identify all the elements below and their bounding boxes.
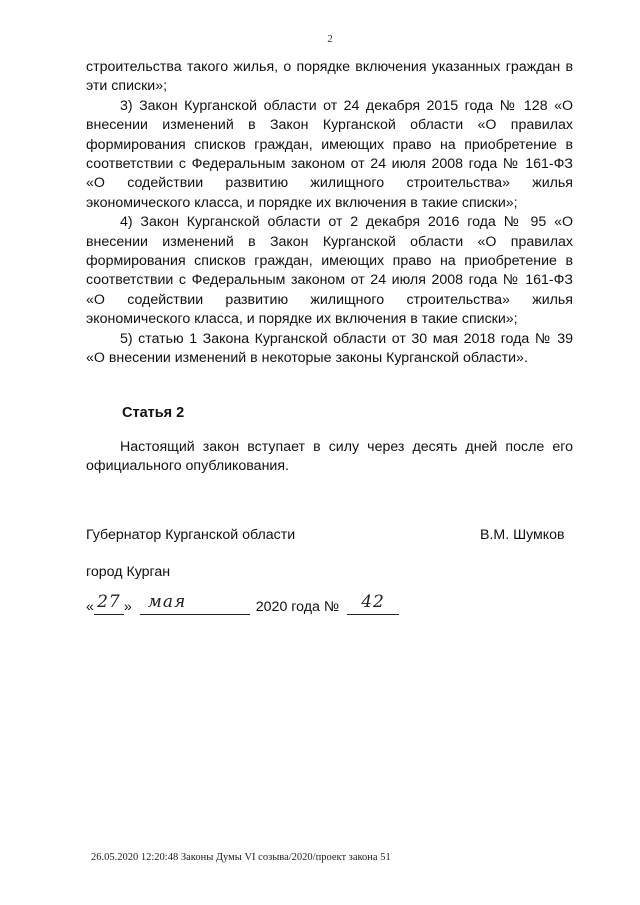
- footer-path: 26.05.2020 12:20:48 Законы Думы VI созыва/2020/проект закона 51: [91, 852, 391, 863]
- list-item-3: 3) Закон Курганской области от 24 декабря 2015 года № 128 «О внесении изменений в Закон Курганской области «О правилах формирования списков граждан, имеющих право на приобретение в соответствии с Федеральным законом от 24 июля 2008 года № 161-ФЗ «О содействии развитию жилищного строительства» жилья экономического класса, и порядке их включения в такие списки»;: [86, 97, 573, 211]
- list-item-5: 5) статью 1 Закона Курганской области от 30 мая 2018 года № 39 «О внесении изменений в некоторые законы Курганской области».: [86, 330, 573, 367]
- date-open-quote: «: [86, 599, 94, 615]
- date-month-field: [140, 594, 250, 615]
- article-text: Настоящий закон вступает в силу через десять дней после его официального опубликования.: [86, 439, 573, 475]
- date-day-field: [94, 594, 124, 615]
- governor-name: В.М. Шумков: [480, 527, 565, 543]
- law-number-handwritten: 42: [361, 592, 385, 612]
- page-number: 2: [327, 33, 333, 45]
- list-item-continuation: строительства такого жилья, о порядке включения указанных граждан в эти списки»;: [86, 59, 573, 95]
- article-heading: Статья 2: [122, 405, 185, 421]
- date-month-handwritten: мая: [147, 592, 187, 612]
- law-list-text: [86, 58, 573, 369]
- article-body: [86, 438, 573, 477]
- date-year-text: 2020 года №: [255, 599, 340, 615]
- law-number-field: [347, 594, 399, 615]
- governor-title: Губернатор Курганской области: [86, 527, 296, 543]
- city-name: город Курган: [86, 564, 171, 580]
- date-line: [86, 594, 399, 615]
- date-day-handwritten: 27: [97, 592, 121, 612]
- list-item-4: 4) Закон Курганской области от 2 декабря 2016 года № 95 «О внесении изменений в Закон Курганской области «О правилах формирования списков граждан, имеющих право на приобретение в соответствии с Федеральным законом от 24 июля 2008 года № 161-ФЗ «О содействии развитию жилищного строительства» жилья экономического класса, и порядке их включения в такие списки»;: [86, 214, 573, 328]
- date-close-quote: »: [123, 599, 132, 615]
